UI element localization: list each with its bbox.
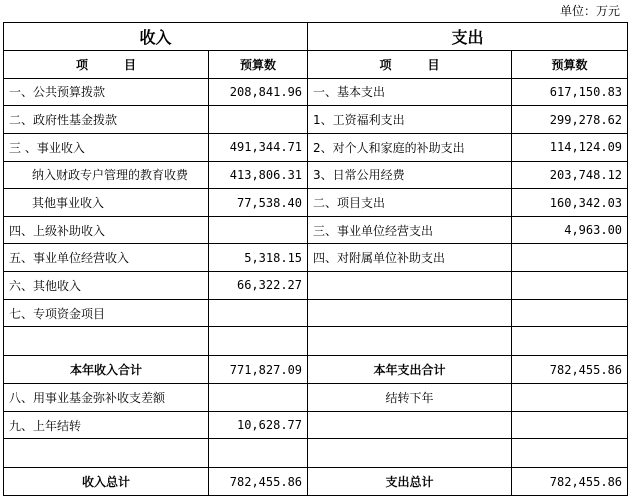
table-row (4, 384, 628, 412)
expense-total-label: 支出总计 (308, 468, 512, 496)
expense-amount-header: 预算数 (512, 51, 628, 79)
income-item-header: 项 目 (4, 51, 209, 79)
expense-item-value: 299,278.62 (512, 106, 628, 134)
table-row (4, 133, 628, 161)
budget-table (3, 22, 628, 496)
income-item-label: 其他事业收入 (4, 189, 209, 217)
table-row (4, 327, 628, 356)
expense-item-value (512, 299, 628, 327)
expense-subtotal-label: 本年支出合计 (308, 356, 512, 384)
expense-item-label: 2、对个人和家庭的补助支出 (308, 133, 512, 161)
income-item-label: 八、用事业基金弥补收支差额 (4, 384, 209, 412)
section-header-row (4, 23, 628, 51)
expense-item-label: 四、对附属单位补助支出 (308, 244, 512, 272)
income-item-value: 66,322.27 (209, 272, 308, 300)
table-row (4, 299, 628, 327)
income-item-value: 5,318.15 (209, 244, 308, 272)
income-subtotal-value: 771,827.09 (209, 356, 308, 384)
income-item-value (209, 299, 308, 327)
income-amount-header: 预算数 (209, 51, 308, 79)
table-row (4, 78, 628, 106)
income-section-title: 收入 (4, 23, 308, 51)
expense-item-label (308, 439, 512, 468)
expense-item-header: 项 目 (308, 51, 512, 79)
income-total-label: 收入总计 (4, 468, 209, 496)
expense-item-value (512, 327, 628, 356)
expense-item-value: 114,124.09 (512, 133, 628, 161)
expense-subtotal-value: 782,455.86 (512, 356, 628, 384)
expense-item-label: 3、日常公用经费 (308, 161, 512, 189)
income-item-value: 413,806.31 (209, 161, 308, 189)
expense-item-label (308, 327, 512, 356)
income-item-value (209, 327, 308, 356)
income-item-label: 三 、事业收入 (4, 133, 209, 161)
income-item-label: 四、上级补助收入 (4, 216, 209, 244)
expense-item-label: 二、项目支出 (308, 189, 512, 217)
total-row (4, 468, 628, 496)
income-item-value: 491,344.71 (209, 133, 308, 161)
expense-item-value (512, 244, 628, 272)
table-row (4, 439, 628, 468)
income-item-value (209, 106, 308, 134)
income-item-label (4, 439, 209, 468)
expense-item-value: 4,963.00 (512, 216, 628, 244)
expense-item-label (308, 299, 512, 327)
column-header-row (4, 51, 628, 79)
table-row (4, 411, 628, 439)
income-item-label: 二、政府性基金拨款 (4, 106, 209, 134)
income-total-value: 782,455.86 (209, 468, 308, 496)
income-item-value (209, 439, 308, 468)
income-item-label: 九、上年结转 (4, 411, 209, 439)
expense-total-value: 782,455.86 (512, 468, 628, 496)
expense-item-value: 617,150.83 (512, 78, 628, 106)
income-item-label: 七、专项资金项目 (4, 299, 209, 327)
expense-item-label (308, 411, 512, 439)
income-item-label: 六、其他收入 (4, 272, 209, 300)
table-row (4, 244, 628, 272)
expense-item-value: 203,748.12 (512, 161, 628, 189)
expense-item-value (512, 272, 628, 300)
income-item-label: 一、公共预算拨款 (4, 78, 209, 106)
unit-label: 单位：万元 (559, 4, 620, 18)
table-row (4, 272, 628, 300)
expense-item-value (512, 411, 628, 439)
expense-item-label (308, 272, 512, 300)
income-item-value: 77,538.40 (209, 189, 308, 217)
income-item-label: 纳入财政专户管理的教育收费 (4, 161, 209, 189)
expense-item-value (512, 439, 628, 468)
expense-item-label: 1、工资福利支出 (308, 106, 512, 134)
subtotal-row (4, 356, 628, 384)
expense-item-label: 结转下年 (308, 384, 512, 412)
expense-item-value (512, 384, 628, 412)
income-item-value (209, 216, 308, 244)
expense-section-title: 支出 (308, 23, 628, 51)
income-item-label (4, 327, 209, 356)
income-item-value: 10,628.77 (209, 411, 308, 439)
table-row (4, 189, 628, 217)
expense-item-value: 160,342.03 (512, 189, 628, 217)
table-row (4, 106, 628, 134)
income-item-value: 208,841.96 (209, 78, 308, 106)
income-item-label: 五、事业单位经营收入 (4, 244, 209, 272)
income-subtotal-label: 本年收入合计 (4, 356, 209, 384)
expense-item-label: 三、事业单位经营支出 (308, 216, 512, 244)
table-row (4, 216, 628, 244)
expense-item-label: 一、基本支出 (308, 78, 512, 106)
table-row (4, 161, 628, 189)
income-item-value (209, 384, 308, 412)
